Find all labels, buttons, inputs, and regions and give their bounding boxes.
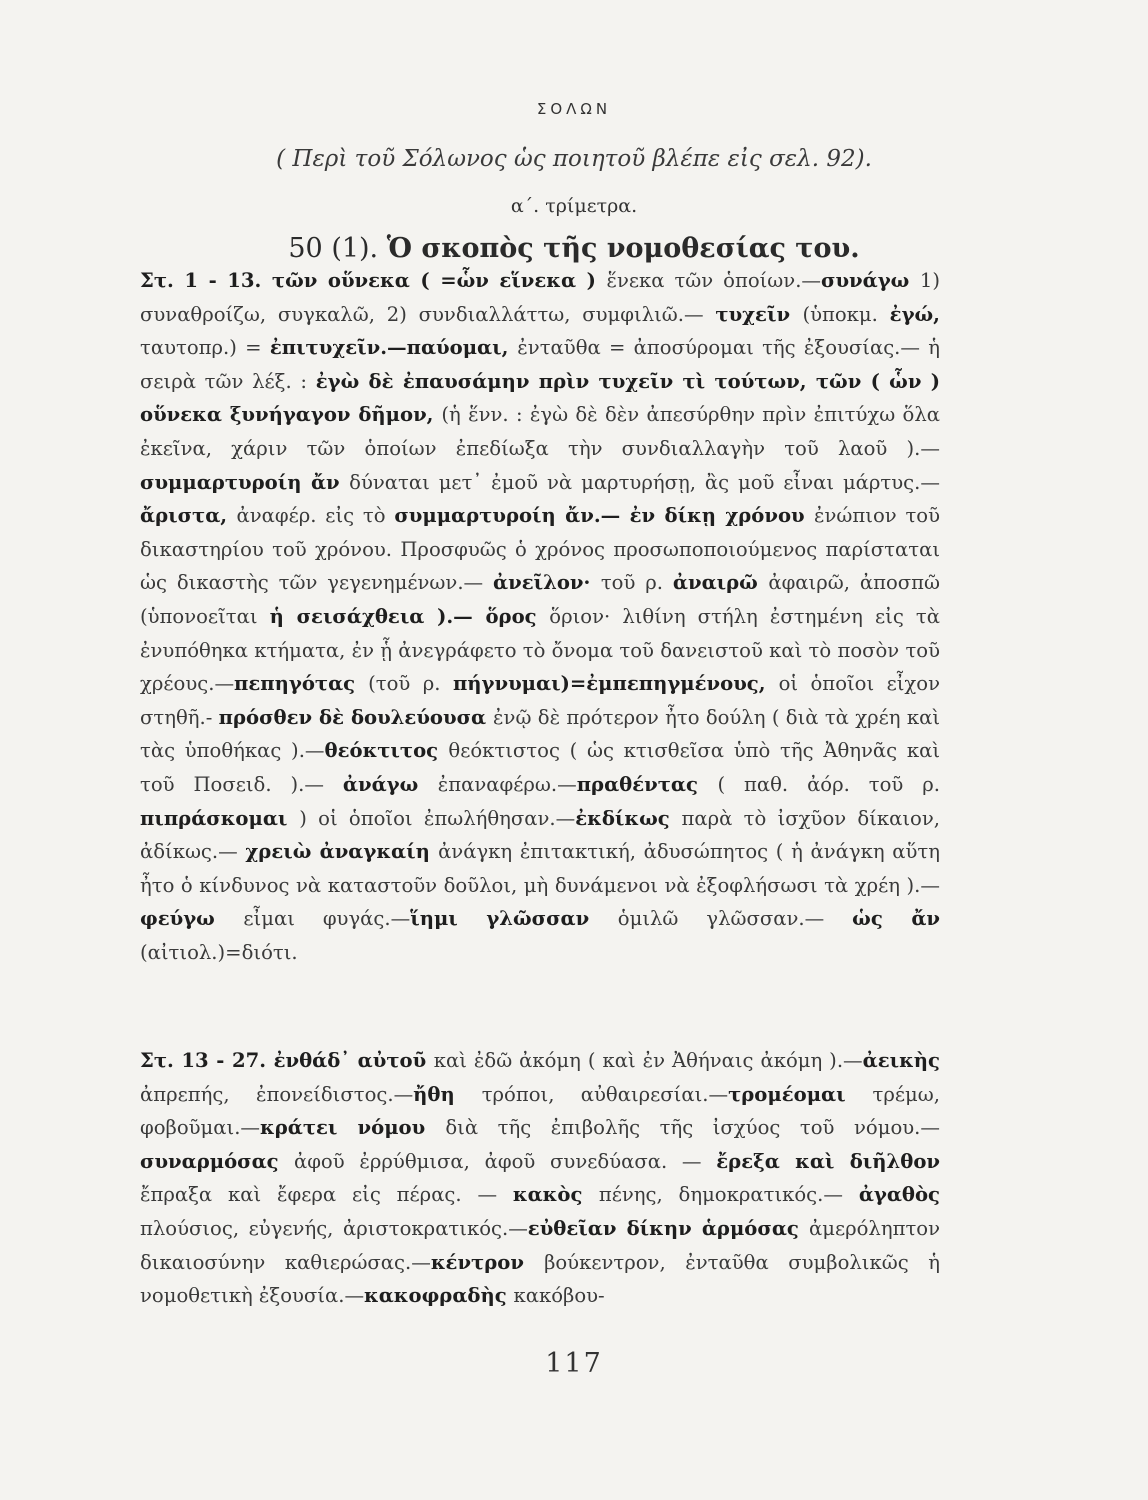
term-bold: ἀνεῖλον· [493, 571, 601, 595]
gloss-text: πένης, δημοκρατικός.— [598, 1183, 859, 1207]
term-bold: συνάγω [821, 269, 920, 292]
gloss-text: ἐπαναφέρω.— [437, 772, 577, 796]
commentary-paragraph [140, 264, 940, 969]
term-bold: φεύγω [140, 907, 244, 931]
gloss-text: (αἰτιολ.)=διότι. [140, 940, 298, 964]
term-bold: πραθέντας [576, 772, 718, 796]
gloss-text: ἐνῷ δὲ πρότερον ἦτο δούλη ( διὰ τὰ χρέη καὶ τὰς ὑποθήκας ).— [140, 705, 940, 763]
term-bold: πεπηγότας [234, 672, 369, 696]
commentary-paragraph [140, 1044, 940, 1313]
term-bold: ἀναιρῶ [672, 571, 769, 595]
term-bold: συμμαρτυροίη ἄν [140, 470, 350, 494]
gloss-text: (ὑποκμ. [802, 302, 890, 326]
gloss-text: ἐνώπιον τοῦ δικαστηρίου τοῦ χρόνου. Προσφυῶς ὁ χρόνος προσωποποιούμενος παρίσταται ὡς δικαστὴς τῶν γεγενημένων.— [140, 504, 941, 595]
term-bold: πήγνυμαι)=ἐμπεπηγμένους, [452, 672, 779, 696]
term-bold: ἐγώ, [889, 302, 940, 326]
section-subheading: α΄. τρίμετρα. [510, 195, 638, 217]
page-number: 117 [545, 1348, 603, 1379]
gloss-text: διὰ τῆς ἐπιβολῆς τῆς ἰσχύος τοῦ νόμου.— [445, 1116, 940, 1140]
term-bold: θεόκτιτος [324, 739, 449, 763]
gloss-text: κακόβου- [513, 1284, 605, 1308]
gloss-text: θεόκτιστος ( ὡς κτισθεῖσα ὑπὸ τῆς Ἀθηνᾶς καὶ τοῦ Ποσειδ. ).— [140, 739, 941, 796]
term-bold: τρομέομαι [728, 1082, 873, 1106]
term-bold: ἡ σεισάχθεια ).— ὅρος [269, 604, 550, 628]
poem-number: 50 (1). [288, 233, 379, 264]
term-bold: ἤθη [413, 1082, 482, 1106]
gloss-text: ἀνάγκη ἐπιτακτική, ἀδυσώπητος ( ἡ ἀνάγκη αὕτη ἦτο ὁ κίνδυνος νὰ καταστοῦν δοῦλοι, μὴ δυνάμενοι νὰ ἐξοφλήσωσι τὰ χρέη ).— [140, 840, 940, 897]
gloss-text: ἐνταῦθα = ἀποσύρομαι τῆς ἐξουσίας.— ἡ σειρὰ τῶν λέξ. : [140, 336, 940, 393]
term-bold: ἔρεξα καὶ διῆλθον [716, 1149, 940, 1173]
term-bold: κράτει νόμου [260, 1116, 446, 1140]
term-bold: κακοφραδὴς [364, 1284, 514, 1308]
term-bold: ἀγαθὸς [858, 1183, 940, 1207]
term-bold: ἐκδίκως [575, 806, 682, 830]
term-bold: πρόσθεν δὲ δουλεύουσα [218, 705, 494, 729]
gloss-text: ἀμερόληπτον δικαιοσύνην καθιερώσας.— [140, 1216, 941, 1274]
term-bold: εὐθεῖαν δίκην ἁρμόσας [527, 1216, 809, 1240]
gloss-text: ὅριον· λιθίνη στήλη ἐστημένη εἰς τὰ ἐνυπόθηκα κτήματα, ἐν ᾗ ἀνεγράφετο τὸ ὄνομα τοῦ δανειστοῦ καὶ τὸ ποσὸν τοῦ χρέους.— [140, 604, 940, 696]
term-bold: ἀνάγω [342, 772, 438, 796]
gloss-text: τρόποι, αὐθαιρεσίαι.— [481, 1082, 729, 1106]
term-bold: κακὸς [512, 1183, 599, 1207]
gloss-text: ἀφοῦ ἐρρύθμισα, ἀφοῦ συνεδύασα. — [293, 1149, 717, 1173]
gloss-text: ἀναφέρ. εἰς τὸ [236, 504, 395, 528]
term-bold: ἄριστα, [140, 504, 237, 528]
poem-title-text: Ὁ σκοπὸς τῆς νομοθεσίας του. [386, 233, 860, 264]
term-bold: χρειὼ ἀναγκαίη [245, 840, 439, 864]
gloss-text: εἶμαι φυγάς.— [243, 907, 411, 931]
term-bold: πιπράσκομαι [140, 806, 300, 830]
gloss-text: καὶ ἐδῶ ἀκόμη ( καὶ ἐν Ἀθήναις ἀκόμη ).— [433, 1049, 863, 1072]
term-bold: συμμαρτυροίη ἄν.— ἐν δίκῃ χρόνου [394, 504, 814, 528]
gloss-text: ἕνεκα τῶν ὁποίων.— [606, 269, 822, 292]
gloss-text: ( παθ. ἀόρ. τοῦ ρ. [717, 772, 940, 796]
gloss-text: τρέμω, φοβοῦμαι.— [140, 1082, 940, 1140]
gloss-text: ταυτοπρ.) = [140, 336, 270, 360]
gloss-text: πλούσιος, εὐγενής, ἀριστοκρατικός.— [140, 1216, 528, 1240]
gloss-text: ἀφαιρῶ, ἀποσπῶ (ὑπονοεῖται [140, 571, 940, 628]
gloss-text: (ἡ ἕνν. : ἐγὼ δὲ δὲν ἀπεσύρθην πρὶν ἐπιτύχω ὅλα ἐκεῖνα, χάριν τῶν ὁποίων ἐπεδίωξα τὴν συνδιαλλαγὴν τοῦ λαοῦ ).— [140, 403, 940, 460]
term-bold: ἵημι γλῶσσαν [410, 907, 618, 931]
term-bold: κέντρον [430, 1250, 545, 1274]
reference-note: ( Περὶ τοῦ Σόλωνος ὡς ποιητοῦ βλέπε εἰς σελ. 92). [276, 146, 872, 172]
term-bold: ὡς ἄν [852, 907, 940, 931]
term-bold: τυχεῖν [715, 302, 803, 326]
gloss-text: οἱ ὁποῖοι εἶχον στηθῆ.- [140, 672, 941, 729]
gloss-text: παρὰ τὸ ἰσχῦον δίκαιον, ἀδίκως.— [140, 806, 940, 864]
gloss-text: δύναται μετ᾽ ἐμοῦ νὰ μαρτυρήσῃ, ἂς μοῦ εἶναι μάρτυς.— [349, 470, 940, 494]
term-bold: Στ. 13 - 27. ἐνθάδ᾽ αὐτοῦ [140, 1049, 434, 1072]
poem-title [0, 233, 1148, 264]
gloss-text: ) οἱ ὁποῖοι ἐπωλήθησαν.— [299, 806, 576, 830]
gloss-text: ὁμιλῶ γλῶσσαν.— [617, 907, 853, 931]
gloss-text: 1) συναθροίζω, συγκαλῶ, 2) συνδιαλλάττω, συμφιλιῶ.— [140, 269, 940, 326]
gloss-text: (τοῦ ρ. [368, 672, 453, 696]
gloss-text: τοῦ ρ. [600, 571, 673, 595]
term-bold: Στ. 1 - 13. τῶν οὕνεκα ( =ὧν εἵνεκα ) [140, 269, 607, 292]
term-bold: συναρμόσας [140, 1149, 294, 1173]
page-header: ΣΟΛΩΝ [536, 100, 612, 118]
gloss-text: ἔπραξα καὶ ἔφερα εἰς πέρας. — [140, 1183, 513, 1207]
gloss-text: βούκεντρον, ἐνταῦθα συμβολικῶς ἡ νομοθετικὴ ἐξουσία.— [140, 1250, 940, 1308]
term-bold: ἐπιτυχεῖν.—παύομαι, [269, 336, 518, 360]
term-bold: ἀεικὴς [862, 1049, 940, 1072]
term-bold: ἐγὼ δὲ ἐπαυσάμην πρὶν τυχεῖν τὶ τούτων, τῶν ( ὧν ) οὕνεκα ξυνήγαγον δῆμον, [140, 369, 940, 427]
gloss-text: ἀπρεπής, ἐπονείδιστος.— [140, 1082, 414, 1106]
